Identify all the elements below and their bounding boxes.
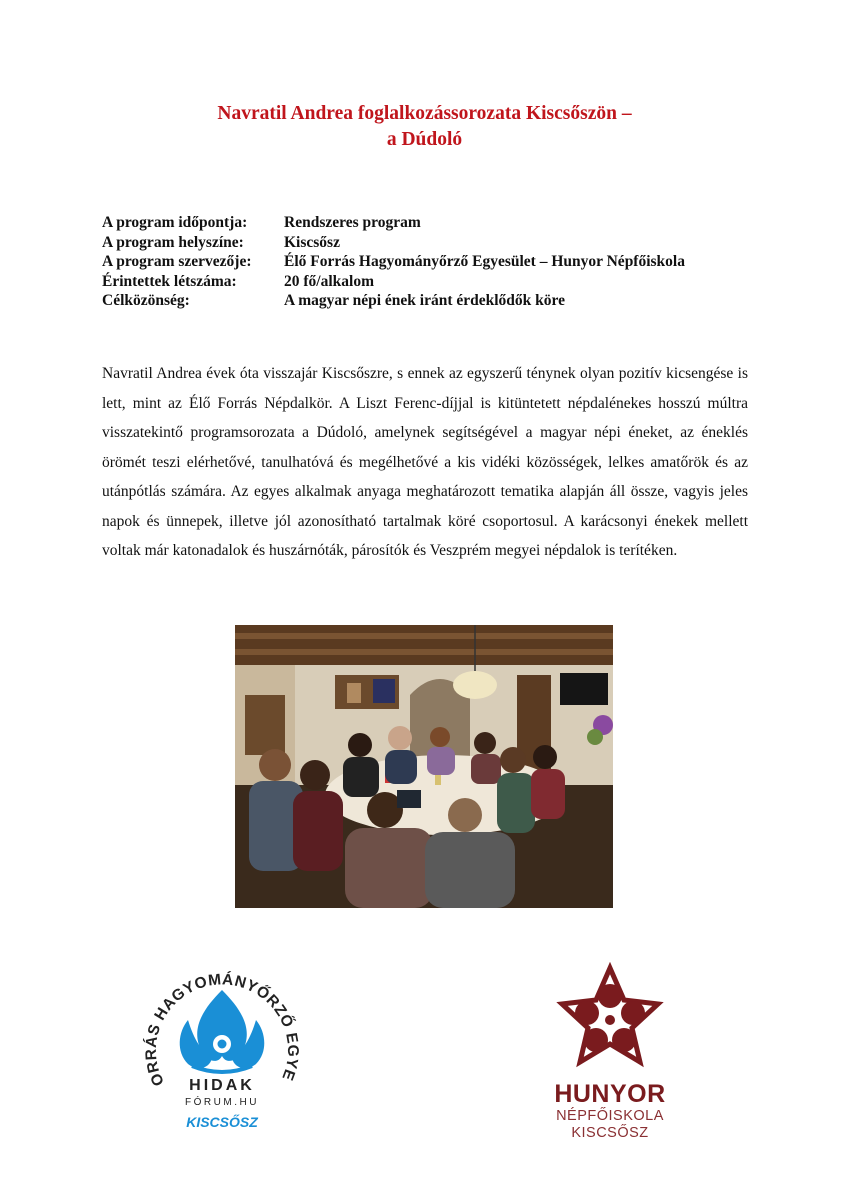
info-label: Érintettek létszáma: (102, 272, 237, 290)
hunyor-subtitle (540, 1108, 680, 1142)
title-line-2: a Dúdoló (386, 129, 463, 150)
info-value: A magyar népi ének iránt érdeklődők köre (284, 292, 566, 310)
info-row-audience (102, 291, 685, 311)
lotus-icon (180, 990, 265, 1072)
info-label: A program időpontja: (102, 214, 248, 231)
info-label: A program helyszíne: (102, 233, 244, 251)
info-value: Élő Forrás Hagyományőrző Egyesület – Hunyor Népfőiskola (284, 253, 685, 271)
info-row-organizer (102, 252, 685, 272)
title-line-1: Navratil Andrea foglalkozássorozata Kiscsőszön – (217, 103, 632, 124)
logo-brand: HIDAK (189, 1077, 255, 1094)
logo-place: KISCSŐSZ (186, 1114, 258, 1130)
logo-brand-sub: FÓRUM.HU (185, 1097, 259, 1108)
page-title (0, 101, 849, 153)
hunyor-sub-1: NÉPFŐISKOLA (556, 1108, 664, 1124)
group-photo (235, 625, 613, 908)
info-row-location (102, 233, 685, 253)
info-value: 20 fő/alkalom (284, 272, 374, 290)
elo-forras-logo (132, 960, 312, 1140)
body-paragraph: Navratil Andrea évek óta visszajár Kiscsőszre, s ennek az egyszerű ténynek olyan pozitív kicsengése is lett, mint az Élő Forrás Népdalkör. A Liszt Ferenc-díjjal is kitüntetett népdalénekes hosszú múltra visszatekintő programsorozata a Dúdoló, amelynek segítségével a magyar népi éneket, az éneklés örömét teszi elérhetővé, tanulhatóvá és megélhetővé a kis vidéki közösségek, lelkes amatőrök és az utánpótlás számára. Az egyes alkalmak anyaga meghatározott tematika alapján áll össze, vagyis jeles napok és ünnepek, illetve jól azonosítható tartalmak köré csoportosul. A karácsonyi énekek mellett voltak már katonadalok és huszárnóták, párosítók és Veszprém megyei népdalok is terítéken. (102, 365, 748, 559)
hunyor-name: HUNYOR (554, 1080, 666, 1108)
hunyor-sub-2: KISCSŐSZ (571, 1125, 649, 1141)
hunyor-flower-icon (540, 962, 680, 1077)
info-label: Célközönség: (102, 292, 190, 310)
info-row-participants (102, 272, 685, 292)
info-value: Rendszeres program (284, 214, 421, 231)
program-info (102, 213, 685, 311)
info-row-time (102, 213, 685, 233)
info-value: Kiscsősz (284, 233, 340, 251)
info-label: A program szervezője: (102, 253, 252, 271)
logo-ring-text: ORRÁS HAGYOMÁNYŐRZŐ EGYE (142, 971, 302, 1089)
